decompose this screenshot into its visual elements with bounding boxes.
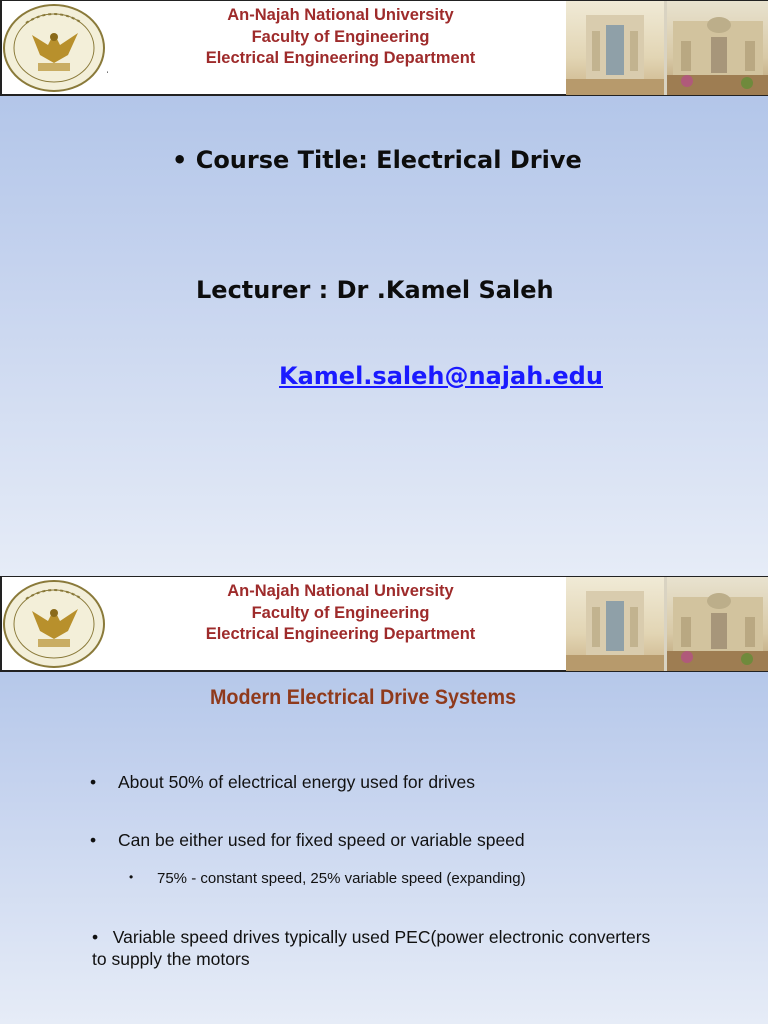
- department-name: Electrical Engineering Department: [205, 49, 476, 67]
- header-text: [118, 5, 563, 70]
- bullet-text-line2: to supply the motors: [92, 949, 250, 969]
- slide-header: [0, 576, 768, 672]
- slide-header: [0, 0, 768, 96]
- bullet: •: [90, 772, 97, 792]
- university-name: An-Najah National University: [227, 582, 454, 600]
- header-text: [118, 581, 563, 646]
- bullet-item: [90, 772, 475, 793]
- bullet: •: [129, 870, 134, 884]
- bullet-text: About 50% of electrical energy used for drives: [118, 772, 475, 792]
- university-name: An-Najah National University: [227, 6, 454, 24]
- university-seal-eagle-icon: [2, 579, 108, 669]
- bullet-item: [90, 830, 525, 851]
- bullet: •: [92, 927, 99, 947]
- bullet: •: [172, 146, 188, 174]
- slide-2: [0, 576, 768, 1024]
- bullet-text-line1: Variable speed drives typically used PEC(power electronic converters: [112, 927, 651, 947]
- campus-building-photo: [667, 577, 768, 671]
- bullet: •: [90, 830, 97, 850]
- slide-title: Modern Electrical Drive Systems: [209, 686, 517, 709]
- lecturer-line: Lecturer : Dr .Kamel Saleh: [196, 276, 554, 304]
- campus-building-photo: [566, 577, 664, 671]
- faculty-name: Faculty of Engineering: [251, 603, 430, 622]
- sub-bullet-text: 75% - constant speed, 25% variable speed (expanding): [157, 870, 526, 887]
- email-link[interactable]: Kamel.saleh@najah.edu: [279, 362, 603, 390]
- campus-building-photo: [566, 1, 664, 95]
- course-title: [172, 146, 582, 174]
- university-seal-eagle-icon: [2, 3, 108, 93]
- department-name: Electrical Engineering Department: [205, 625, 476, 643]
- faculty-name: Faculty of Engineering: [251, 27, 430, 46]
- campus-building-photo: [667, 1, 768, 95]
- bullet-item: [92, 926, 650, 970]
- course-title-text: Course Title: Electrical Drive: [195, 146, 582, 174]
- sub-bullet-item: [129, 870, 526, 887]
- bullet-text: Can be either used for fixed speed or variable speed: [118, 830, 525, 850]
